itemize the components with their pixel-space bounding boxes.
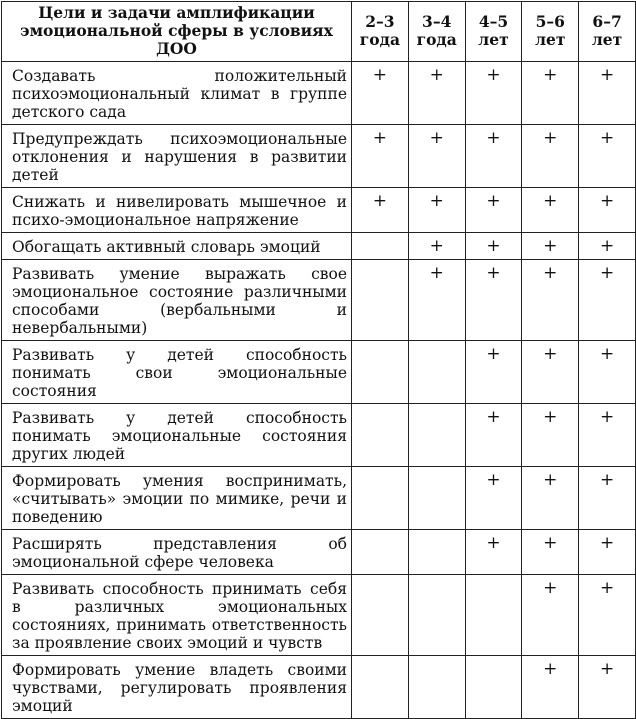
goal-cell: Формировать умение владеть своими чувствами, регулировать проявления эмоций [2, 656, 352, 719]
age-mark-cell [408, 530, 465, 575]
goal-cell: Развивать способность принимать себя в различных эмоциональных состояниях, принимать ответственность за проявление своих эмоций и чувств [2, 575, 352, 656]
age-mark-cell: + [579, 188, 636, 233]
age-mark-cell [408, 467, 465, 530]
age-mark-cell: + [522, 341, 579, 404]
goal-cell: Снижать и нивелировать мышечное и психо-эмоциональное напряжение [2, 188, 352, 233]
age-mark-cell [408, 575, 465, 656]
age-mark-cell: + [465, 467, 522, 530]
goal-cell: Расширять представления об эмоциональной сфере человека [2, 530, 352, 575]
header-row [2, 2, 636, 62]
table-row [2, 62, 636, 125]
age-mark-cell: + [522, 656, 579, 719]
age-mark-cell: + [579, 62, 636, 125]
table-row [2, 530, 636, 575]
age-mark-cell: + [579, 125, 636, 188]
header-age: 4–5 лет [465, 2, 522, 62]
age-mark-cell: + [522, 188, 579, 233]
table-row [2, 656, 636, 719]
age-mark-cell [352, 341, 409, 404]
age-mark-cell: + [408, 188, 465, 233]
goal-cell: Предупреждать психоэмоциональные отклонения и нарушения в развитии детей [2, 125, 352, 188]
goal-cell: Формировать умения воспринимать, «считывать» эмоции по мимике, речи и поведению [2, 467, 352, 530]
age-mark-cell: + [352, 62, 409, 125]
table-row [2, 467, 636, 530]
goal-cell: Обогащать активный словарь эмоций [2, 233, 352, 260]
goal-cell: Создавать положительный психоэмоциональный климат в группе детского сада [2, 62, 352, 125]
header-age: 2–3 года [352, 2, 409, 62]
age-mark-cell [408, 656, 465, 719]
header-age: 5–6 лет [522, 2, 579, 62]
age-mark-cell: + [522, 575, 579, 656]
age-mark-cell: + [579, 260, 636, 341]
table-row [2, 575, 636, 656]
table-row [2, 188, 636, 233]
age-mark-cell: + [465, 62, 522, 125]
table-body [2, 62, 636, 719]
age-mark-cell [352, 233, 409, 260]
age-mark-cell [352, 575, 409, 656]
age-mark-cell: + [579, 575, 636, 656]
age-mark-cell [352, 260, 409, 341]
age-mark-cell: + [465, 188, 522, 233]
header-age: 3–4 года [408, 2, 465, 62]
goals-table [1, 1, 636, 719]
age-mark-cell: + [465, 260, 522, 341]
age-mark-cell: + [579, 341, 636, 404]
age-mark-cell [352, 656, 409, 719]
age-mark-cell: + [465, 125, 522, 188]
age-mark-cell: + [522, 260, 579, 341]
table-row [2, 125, 636, 188]
age-mark-cell: + [408, 233, 465, 260]
age-mark-cell: + [579, 233, 636, 260]
age-mark-cell: + [579, 530, 636, 575]
header-goal: Цели и задачи амплификации эмоциональной сферы в условиях ДОО [2, 2, 352, 62]
table-row [2, 404, 636, 467]
age-mark-cell: + [522, 404, 579, 467]
age-mark-cell: + [522, 125, 579, 188]
age-mark-cell: + [465, 404, 522, 467]
age-mark-cell [408, 341, 465, 404]
age-mark-cell: + [465, 530, 522, 575]
age-mark-cell: + [465, 341, 522, 404]
table-row [2, 233, 636, 260]
age-mark-cell [352, 467, 409, 530]
age-mark-cell: + [579, 656, 636, 719]
age-mark-cell: + [522, 530, 579, 575]
age-mark-cell: + [579, 467, 636, 530]
age-mark-cell: + [408, 260, 465, 341]
goal-cell: Развивать у детей способность понимать свои эмоциональные состояния [2, 341, 352, 404]
age-mark-cell: + [522, 62, 579, 125]
goal-cell: Развивать умение выражать свое эмоциональное состояние различными способами (вербальными и невербальными) [2, 260, 352, 341]
table-row [2, 260, 636, 341]
table-header [2, 2, 636, 62]
header-age: 6–7 лет [579, 2, 636, 62]
age-mark-cell: + [522, 467, 579, 530]
age-mark-cell: + [408, 62, 465, 125]
age-mark-cell [352, 404, 409, 467]
age-mark-cell [352, 530, 409, 575]
age-mark-cell: + [352, 125, 409, 188]
table-row [2, 341, 636, 404]
age-mark-cell: + [408, 125, 465, 188]
goal-cell: Развивать у детей способность понимать эмоциональные состояния других людей [2, 404, 352, 467]
age-mark-cell: + [465, 233, 522, 260]
age-mark-cell: + [352, 188, 409, 233]
age-mark-cell [465, 575, 522, 656]
age-mark-cell: + [579, 404, 636, 467]
age-mark-cell [408, 404, 465, 467]
age-mark-cell: + [522, 233, 579, 260]
age-mark-cell [465, 656, 522, 719]
